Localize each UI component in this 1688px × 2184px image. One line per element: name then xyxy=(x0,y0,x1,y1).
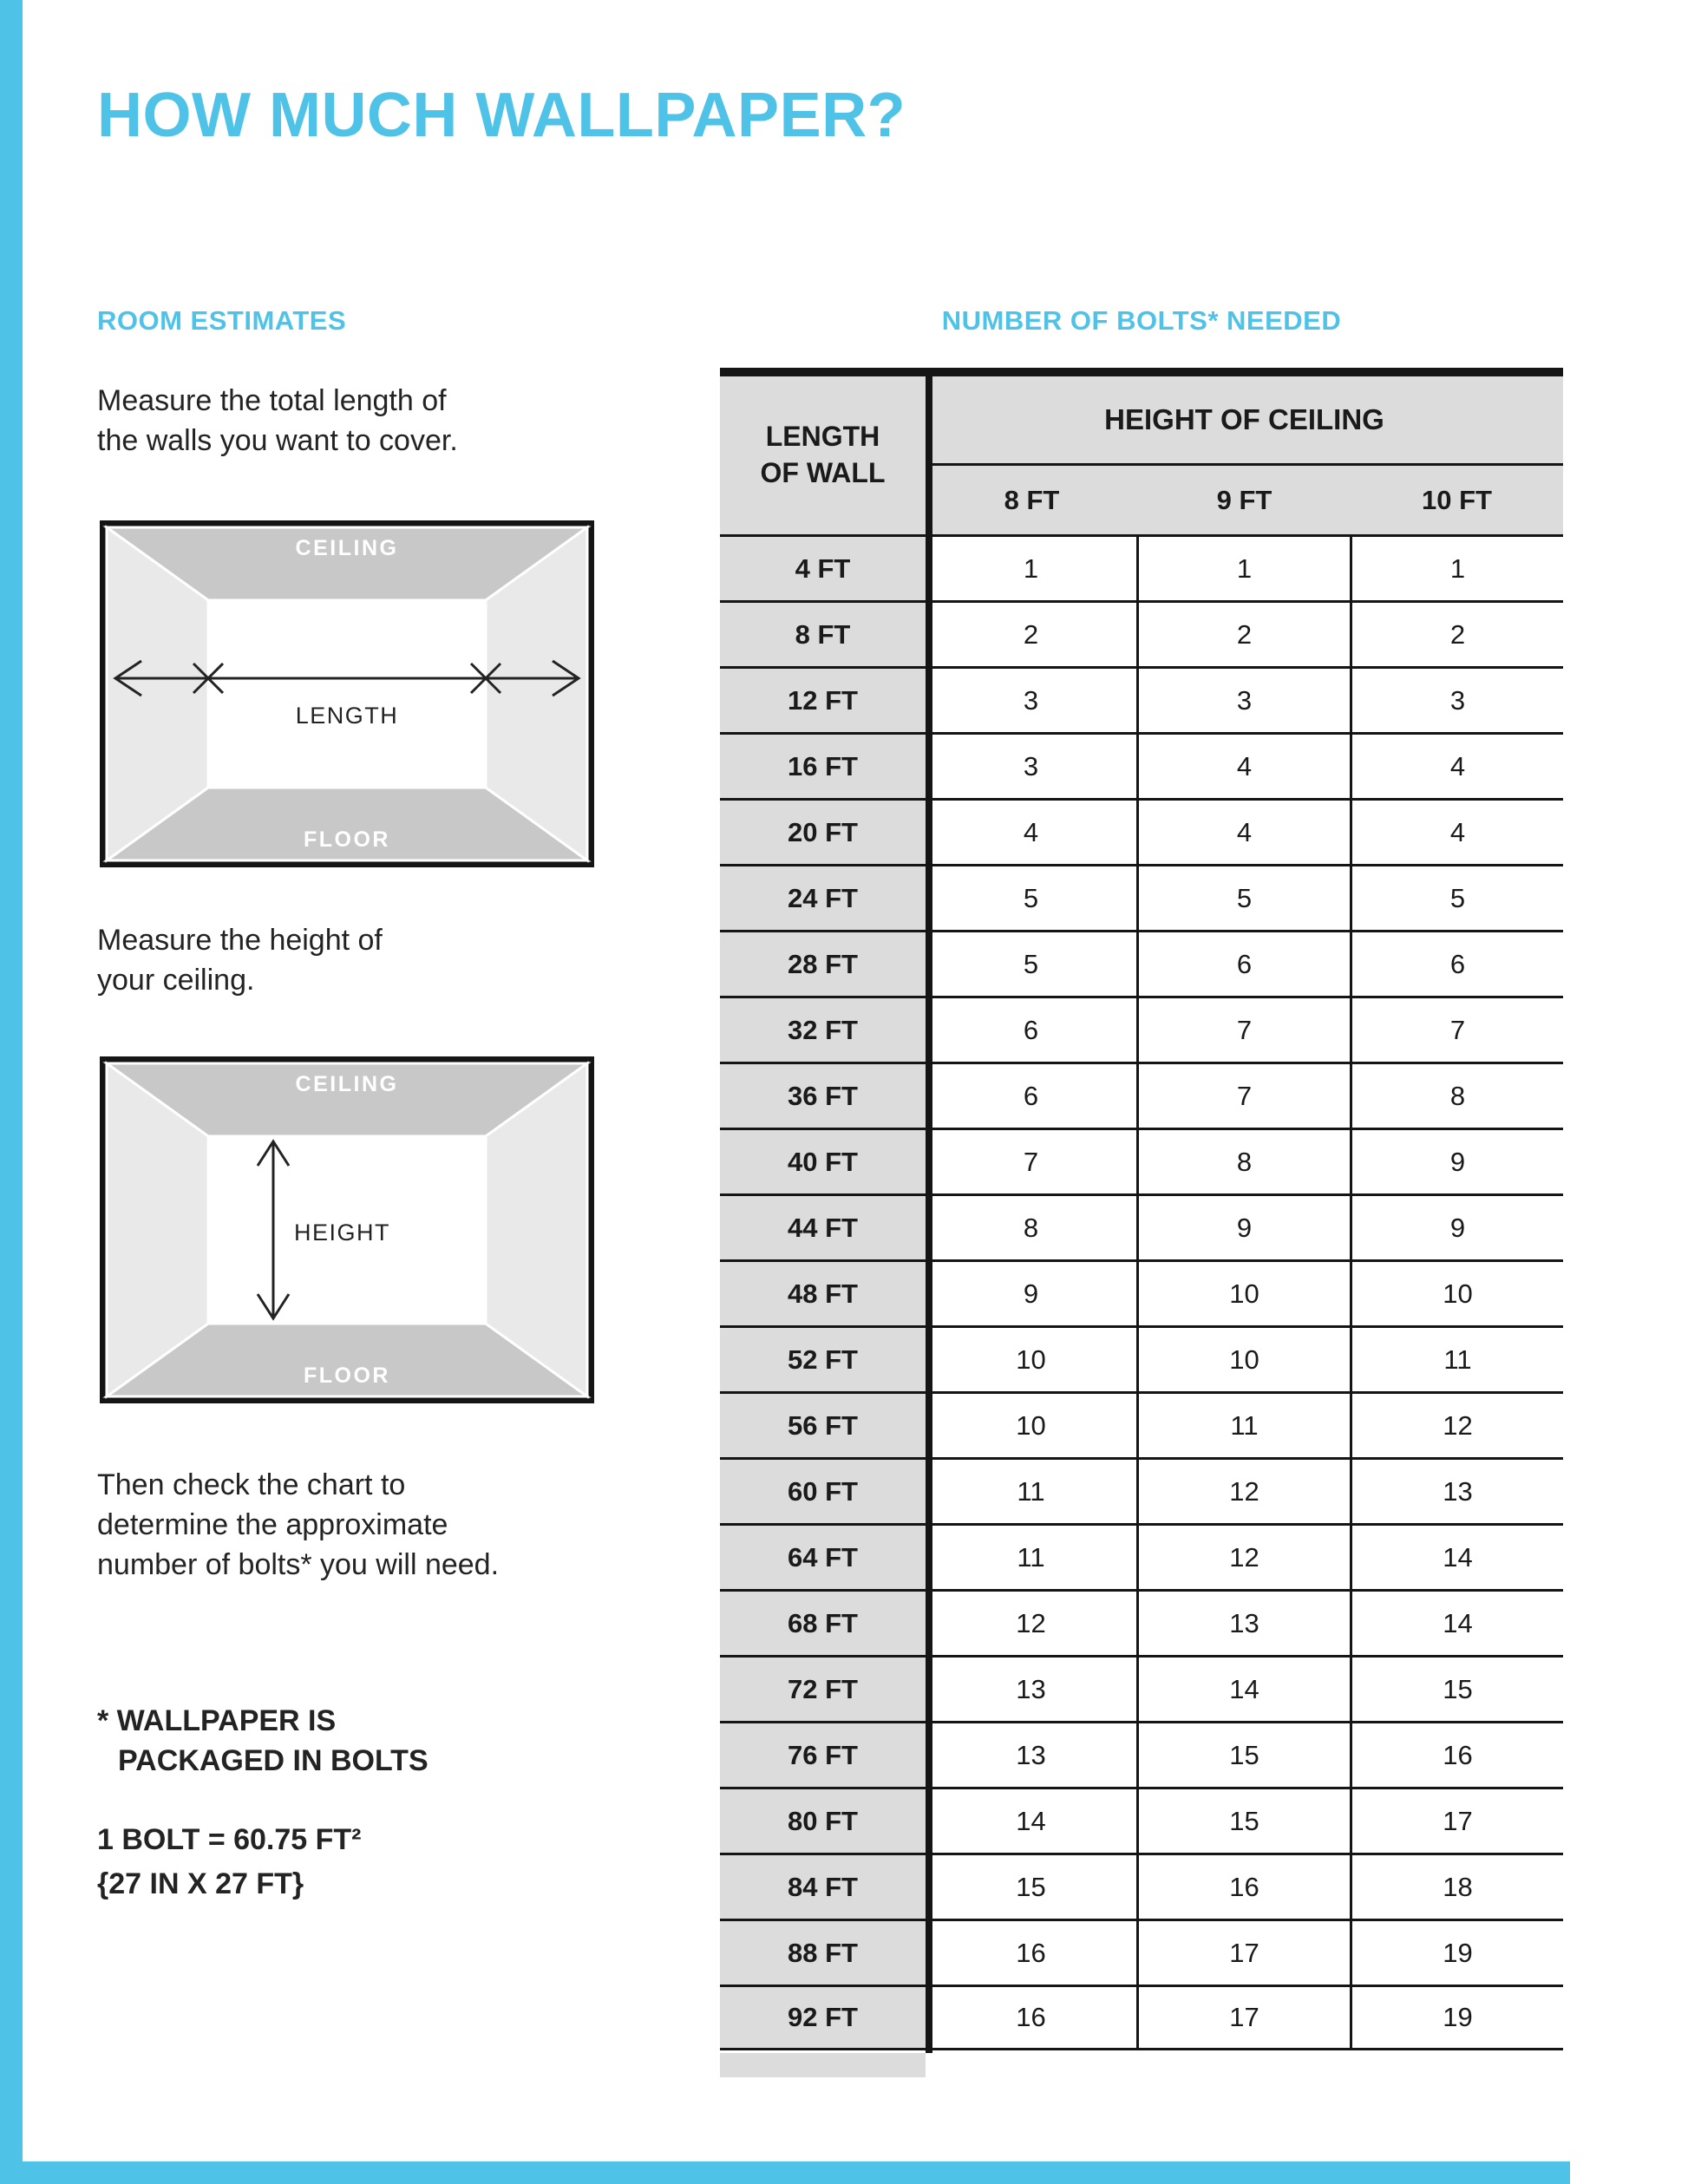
bolts-value-cell: 16 xyxy=(1350,1723,1563,1787)
bolts-value-cell: 17 xyxy=(1136,1987,1350,2048)
bolts-value-cell: 6 xyxy=(1136,932,1350,996)
table-row xyxy=(720,996,1563,1062)
left-accent-bar xyxy=(0,0,23,2184)
footnote-line2: PACKAGED IN BOLTS xyxy=(118,1743,429,1777)
bolts-value-cell: 11 xyxy=(1136,1394,1350,1457)
room-estimates-heading: ROOM ESTIMATES xyxy=(97,305,347,336)
wall-length-cell: 24 FT xyxy=(720,866,926,930)
bolts-value-cell: 14 xyxy=(1136,1658,1350,1721)
ceiling-height-diagram xyxy=(100,1056,594,1403)
bolts-value-cell: 10 xyxy=(1016,1344,1046,1375)
wall-length-cell: 72 FT xyxy=(720,1658,926,1721)
bolts-value-cell: 12 xyxy=(1350,1394,1563,1457)
length-header-line1: LENGTH xyxy=(765,421,880,453)
bolts-value-cell: 6 xyxy=(1023,1080,1039,1111)
bolts-value-cell: 12 xyxy=(1136,1526,1350,1589)
bolts-value-cell: 4 xyxy=(1136,735,1350,798)
wall-length-cell: 80 FT xyxy=(720,1789,926,1853)
bolts-value-cell: 7 xyxy=(1350,998,1563,1062)
column-header-10ft: 10 FT xyxy=(1422,484,1492,515)
wall-length-cell: 48 FT xyxy=(720,1262,926,1325)
bolts-value-cell: 9 xyxy=(1350,1196,1563,1259)
wall-length-cell: 92 FT xyxy=(720,1987,926,2048)
bolts-value-cell: 17 xyxy=(1136,1921,1350,1985)
bolts-value-cell: 10 xyxy=(1136,1328,1350,1391)
table-row xyxy=(720,666,1563,732)
bolts-value-cell: 4 xyxy=(1023,816,1039,847)
bolts-value-cell: 9 xyxy=(1023,1278,1039,1309)
table-row xyxy=(720,1391,1563,1457)
table-row xyxy=(720,1985,1563,2050)
table-row xyxy=(720,1062,1563,1128)
bolts-value-cell: 5 xyxy=(1350,866,1563,930)
bolts-value-cell: 1 xyxy=(1136,537,1350,600)
bolts-value-cell: 12 xyxy=(1136,1460,1350,1523)
table-row xyxy=(720,1128,1563,1193)
bolts-value-cell: 15 xyxy=(1136,1789,1350,1853)
length-of-wall-header xyxy=(720,376,926,534)
table-body xyxy=(720,534,1563,2050)
wall-length-cell: 76 FT xyxy=(720,1723,926,1787)
bolts-value-cell: 4 xyxy=(1350,735,1563,798)
bottom-accent-bar xyxy=(0,2161,1570,2184)
wall-length-cell: 20 FT xyxy=(720,801,926,864)
bolts-value-cell: 11 xyxy=(1350,1328,1563,1391)
bolts-value-cell: 10 xyxy=(1016,1409,1046,1441)
wall-length-cell: 12 FT xyxy=(720,669,926,732)
length-label: LENGTH xyxy=(295,703,399,729)
wall-length-cell: 4 FT xyxy=(720,537,926,600)
bolts-value-cell: 9 xyxy=(1350,1130,1563,1193)
bolts-value-cell: 1 xyxy=(1350,537,1563,600)
table-vertical-divider xyxy=(926,368,932,2053)
bolt-equation: 1 BOLT = 60.75 FT² xyxy=(97,1823,362,1856)
bolts-value-cell: 13 xyxy=(1016,1673,1046,1704)
bolts-value-cell: 16 xyxy=(1136,1855,1350,1919)
table-row xyxy=(720,1853,1563,1919)
step2-instruction: Measure the height of your ceiling. xyxy=(97,924,383,997)
step1-instruction: Measure the total length of the walls you want to cover. xyxy=(97,384,458,457)
bolts-value-cell: 5 xyxy=(1023,948,1039,979)
bolts-value-cell: 11 xyxy=(1017,1541,1045,1573)
table-row xyxy=(720,1457,1563,1523)
bolts-value-cell: 15 xyxy=(1016,1871,1046,1902)
table-row xyxy=(720,1721,1563,1787)
table-row xyxy=(720,600,1563,666)
height-of-ceiling-header: HEIGHT OF CEILING xyxy=(926,376,1563,466)
bolts-needed-heading: NUMBER OF BOLTS* NEEDED xyxy=(941,305,1342,336)
wall-length-cell: 44 FT xyxy=(720,1196,926,1259)
column-header-8ft: 8 FT xyxy=(1004,484,1060,515)
table-row xyxy=(720,1589,1563,1655)
table-gray-stub xyxy=(720,2053,926,2077)
wall-length-cell: 56 FT xyxy=(720,1394,926,1457)
wall-length-cell: 60 FT xyxy=(720,1460,926,1523)
floor-label: FLOOR xyxy=(304,827,390,852)
ceiling-label: CEILING xyxy=(295,1072,399,1096)
bolts-value-cell: 7 xyxy=(1136,998,1350,1062)
bolts-value-cell: 2 xyxy=(1023,618,1039,650)
table-row xyxy=(720,534,1563,600)
length-header-line2: OF WALL xyxy=(760,457,886,488)
table-row xyxy=(720,930,1563,996)
bolts-value-cell: 10 xyxy=(1136,1262,1350,1325)
bolts-value-cell: 8 xyxy=(1136,1130,1350,1193)
height-label: HEIGHT xyxy=(294,1220,391,1246)
room-length-diagram xyxy=(100,520,594,867)
bolts-value-cell: 18 xyxy=(1350,1855,1563,1919)
bolts-value-cell: 19 xyxy=(1350,1987,1563,2048)
bolts-value-cell: 14 xyxy=(1350,1592,1563,1655)
wall-length-cell: 36 FT xyxy=(720,1064,926,1128)
step3-instruction: Then check the chart to determine the approximate number of bolts* you will need. xyxy=(97,1468,500,1581)
bolts-value-cell: 1 xyxy=(1023,553,1039,584)
wall-length-cell: 28 FT xyxy=(720,932,926,996)
bolts-value-cell: 13 xyxy=(1016,1739,1046,1770)
bolts-value-cell: 5 xyxy=(1023,882,1039,913)
table-row xyxy=(720,1259,1563,1325)
bolts-value-cell: 3 xyxy=(1136,669,1350,732)
bolts-value-cell: 6 xyxy=(1023,1014,1039,1045)
table-row xyxy=(720,1325,1563,1391)
bolts-value-cell: 13 xyxy=(1350,1460,1563,1523)
bolts-value-cell: 8 xyxy=(1350,1064,1563,1128)
table-row xyxy=(720,1193,1563,1259)
bolts-value-cell: 3 xyxy=(1023,750,1039,781)
bolts-value-cell: 12 xyxy=(1016,1607,1046,1638)
table-row xyxy=(720,1655,1563,1721)
wall-length-cell: 84 FT xyxy=(720,1855,926,1919)
bolts-value-cell: 17 xyxy=(1350,1789,1563,1853)
column-header-9ft: 9 FT xyxy=(1216,484,1273,515)
page-title: HOW MUCH WALLPAPER? xyxy=(97,81,906,150)
bolts-value-cell: 15 xyxy=(1350,1658,1563,1721)
table-row xyxy=(720,864,1563,930)
bolts-value-cell: 2 xyxy=(1350,603,1563,666)
wall-length-cell: 8 FT xyxy=(720,603,926,666)
bolt-dimensions: {27 IN X 27 FT} xyxy=(97,1867,304,1900)
bolts-value-cell: 2 xyxy=(1136,603,1350,666)
bolts-value-cell: 9 xyxy=(1136,1196,1350,1259)
room-perspective xyxy=(107,527,587,860)
bolts-value-cell: 7 xyxy=(1136,1064,1350,1128)
bolts-value-cell: 6 xyxy=(1350,932,1563,996)
table-row xyxy=(720,1787,1563,1853)
bolts-value-cell: 3 xyxy=(1350,669,1563,732)
footnote-line1: * WALLPAPER IS xyxy=(97,1704,337,1737)
floor-label: FLOOR xyxy=(304,1363,390,1388)
bolts-value-cell: 15 xyxy=(1136,1723,1350,1787)
table-row xyxy=(720,798,1563,864)
table-row xyxy=(720,732,1563,798)
bolts-value-cell: 11 xyxy=(1017,1475,1045,1507)
bolts-value-cell: 19 xyxy=(1350,1921,1563,1985)
bolts-value-cell: 14 xyxy=(1350,1526,1563,1589)
wall-length-cell: 32 FT xyxy=(720,998,926,1062)
bolts-value-cell: 14 xyxy=(1016,1805,1046,1836)
table-row xyxy=(720,1523,1563,1589)
bolts-value-cell: 5 xyxy=(1136,866,1350,930)
column-headers-row xyxy=(926,466,1563,534)
bolts-value-cell: 7 xyxy=(1023,1146,1039,1177)
wall-length-cell: 64 FT xyxy=(720,1526,926,1589)
table-row xyxy=(720,1919,1563,1985)
bolts-value-cell: 4 xyxy=(1350,801,1563,864)
bolts-value-cell: 16 xyxy=(1016,2002,1046,2032)
wall-length-cell: 52 FT xyxy=(720,1328,926,1391)
bolts-value-cell: 8 xyxy=(1023,1212,1039,1243)
bolts-value-cell: 4 xyxy=(1136,801,1350,864)
wall-length-cell: 68 FT xyxy=(720,1592,926,1655)
bolts-value-cell: 10 xyxy=(1350,1262,1563,1325)
bolts-table xyxy=(720,368,1563,2053)
wall-length-cell: 88 FT xyxy=(720,1921,926,1985)
bolts-value-cell: 16 xyxy=(1016,1937,1046,1968)
bolts-footnote xyxy=(97,1702,429,1782)
bolts-value-cell: 3 xyxy=(1023,684,1039,716)
bolts-value-cell: 13 xyxy=(1136,1592,1350,1655)
ceiling-label: CEILING xyxy=(295,536,399,560)
wall-length-cell: 40 FT xyxy=(720,1130,926,1193)
wall-length-cell: 16 FT xyxy=(720,735,926,798)
bolt-size-info xyxy=(97,1818,362,1906)
table-top-border xyxy=(720,368,1563,376)
table-header xyxy=(720,376,1563,534)
